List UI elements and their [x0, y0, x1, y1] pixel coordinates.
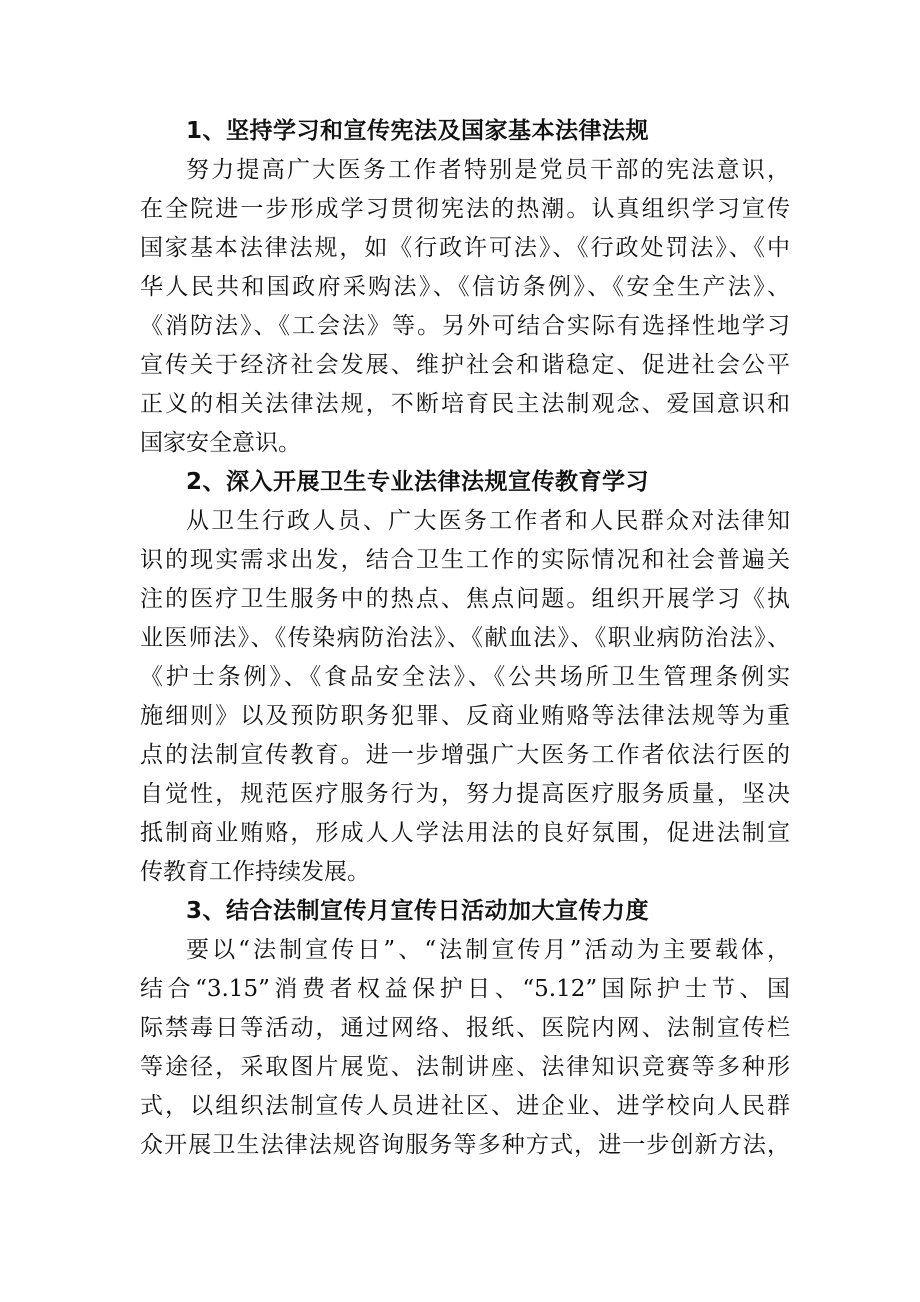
paragraph-line: 从卫生行政人员、广大医务工作者和人民群众对法律知 — [186, 508, 790, 534]
paragraph-line: 在全院进一步形成学习贯彻宪法的热潮。认真组织学习宣传 — [140, 196, 790, 222]
paragraph-line: 式，以组织法制宣传人员进社区、进企业、进学校向人民群 — [140, 1093, 790, 1119]
paragraph-line: 抵制商业贿赂，形成人人学法用法的良好氛围，促进法制宣 — [140, 820, 790, 846]
paragraph-line: 《护士条例》、《食品安全法》、《公共场所卫生管理条例实 — [140, 664, 790, 690]
paragraph-line: 《消防法》、《工会法》等。另外可结合实际有选择性地学习 — [140, 313, 790, 339]
section-heading-3: 3、结合法制宣传月宣传日活动加大宣传力度 — [186, 898, 650, 924]
paragraph-line: 众开展卫生法律法规咨询服务等多种方式，进一步创新方法， — [140, 1132, 790, 1158]
paragraph-line: 注的医疗卫生服务中的热点、焦点问题。组织开展学习《执 — [140, 586, 790, 612]
paragraph-line: 正义的相关法律法规，不断培育民主法制观念、爱国意识和 — [140, 391, 790, 417]
paragraph-line: 宣传关于经济社会发展、维护社会和谐稳定、促进社会公平 — [140, 352, 790, 378]
paragraph-line: 自觉性，规范医疗服务行为，努力提高医疗服务质量，坚决 — [140, 781, 790, 807]
document-body — [140, 112, 790, 1165]
paragraph-line: 识的现实需求出发，结合卫生工作的实际情况和社会普遍关 — [140, 547, 790, 573]
paragraph-line: 国家安全意识。 — [140, 430, 301, 456]
paragraph-line: 等途径，采取图片展览、法制讲座、法律知识竞赛等多种形 — [140, 1054, 790, 1080]
paragraph-line: 国家基本法律法规，如《行政许可法》、《行政处罚法》、《中 — [140, 235, 790, 261]
paragraph-line: 努力提高广大医务工作者特别是党员干部的宪法意识， — [186, 157, 790, 183]
paragraph-line: 业医师法》、《传染病防治法》、《献血法》、《职业病防治法》、 — [140, 625, 790, 651]
paragraph-line: 结合“3.15”消费者权益保护日、“5.12”国际护士节、国 — [140, 976, 790, 1002]
paragraph-line: 际禁毒日等活动，通过网络、报纸、医院内网、法制宣传栏 — [140, 1015, 790, 1041]
paragraph-line: 施细则》以及预防职务犯罪、反商业贿赂等法律法规等为重 — [140, 703, 790, 729]
paragraph-line: 华人民共和国政府采购法》、《信访条例》、《安全生产法》、 — [140, 274, 790, 300]
paragraph-line: 要以“法制宣传日”、“法制宣传月”活动为主要载体， — [186, 937, 790, 963]
paragraph-line: 传教育工作持续发展。 — [140, 859, 370, 885]
paragraph-line: 点的法制宣传教育。进一步增强广大医务工作者依法行医的 — [140, 742, 790, 768]
section-heading-1: 1、坚持学习和宣传宪法及国家基本法律法规 — [186, 118, 650, 144]
section-heading-2: 2、深入开展卫生专业法律法规宣传教育学习 — [186, 469, 650, 495]
